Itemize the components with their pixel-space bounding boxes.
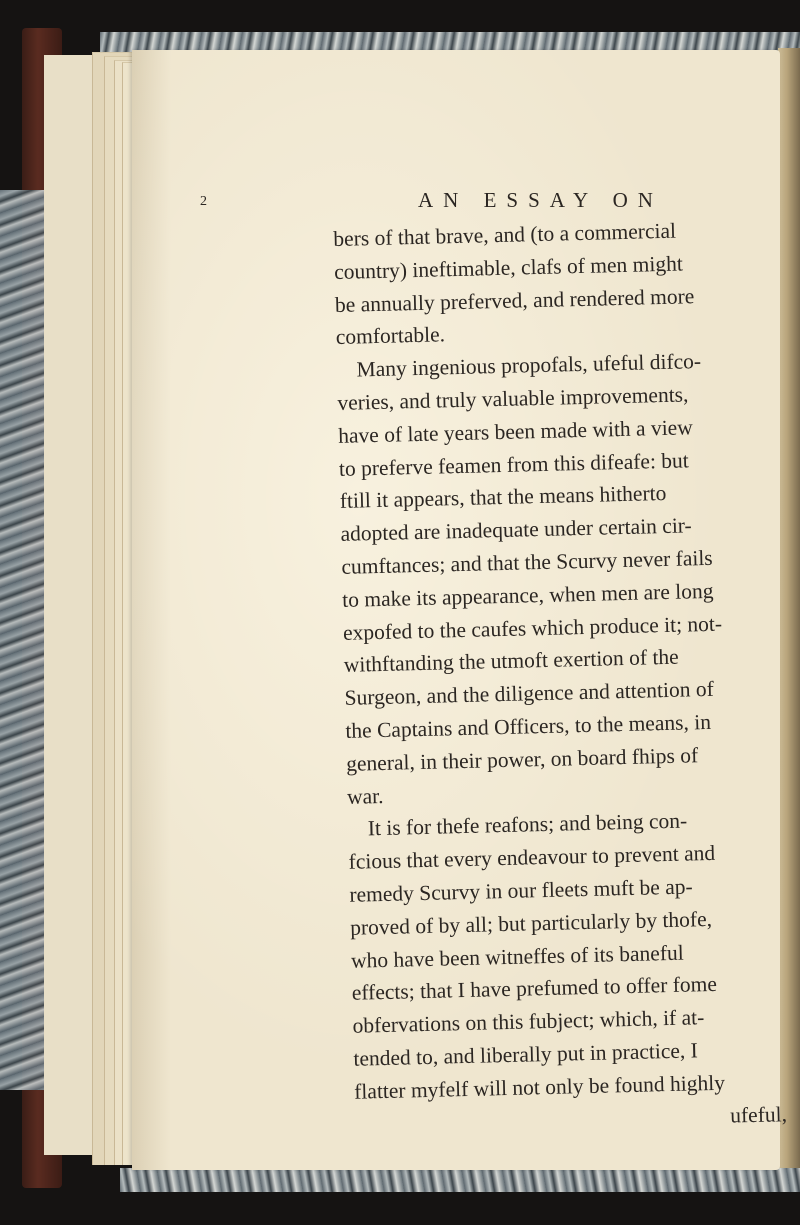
text-line: tended to, and liberally put in practice, I — [353, 1038, 699, 1071]
text-line: to make its appearance, when men are long — [341, 578, 714, 612]
text-line: It is for thefe reafons; and being con- — [367, 808, 688, 841]
body-text — [333, 212, 795, 1141]
marbled-edge-bottom — [120, 1168, 800, 1192]
text-line: expofed to the caufes which produce it; not- — [342, 611, 723, 645]
text-line: the Captains and Officers, to the means, in — [345, 709, 712, 743]
text-line: withftanding the utmoft exertion of the — [343, 645, 679, 678]
text-line: Many ingenious propofals, ufeful difco- — [356, 349, 702, 382]
text-line: be annually preferved, and rendered more — [334, 283, 695, 317]
text-line: obfervations on this fubject; which, if at- — [352, 1005, 705, 1038]
text-line: who have been witneffes of its baneful — [350, 940, 684, 973]
text-line: country) ineftimable, clafs of men might — [333, 251, 684, 284]
running-head — [200, 188, 720, 218]
text-line: have of late years been made with a view — [337, 415, 693, 448]
text-line: effects; that I have prefumed to offer fome — [351, 972, 718, 1006]
text-line: Surgeon, and the diligence and attention of — [344, 676, 714, 711]
text-line: proved of by all; but particularly by thofe, — [349, 906, 713, 940]
text-line: comfortable. — [335, 322, 446, 350]
text-line: veries, and truly valuable improvements, — [337, 382, 689, 415]
text-line: ftill it appears, that the means hitherto — [339, 481, 667, 514]
text-line: to preferve feamen from this difeafe: but — [338, 447, 690, 481]
text-line: bers of that brave, and (to a commercial — [333, 218, 677, 251]
text-line: general, in their power, on board fhips of — [345, 742, 699, 776]
text-line: cumftances; and that the Scurvy never fails — [341, 545, 713, 579]
text-line: remedy Scurvy in our fleets muft be ap- — [349, 874, 693, 907]
text-line: adopted are inadequate under certain cir- — [340, 513, 692, 547]
text-line: fcious that every endeavour to prevent and — [348, 840, 716, 874]
text-line: war. — [346, 783, 384, 809]
catchword: ufeful, — [729, 1101, 788, 1128]
running-head-title: AN ESSAY ON — [418, 188, 663, 212]
page-number: 2 — [200, 194, 207, 209]
text-line: flatter myfelf will not only be found highly — [353, 1070, 726, 1104]
